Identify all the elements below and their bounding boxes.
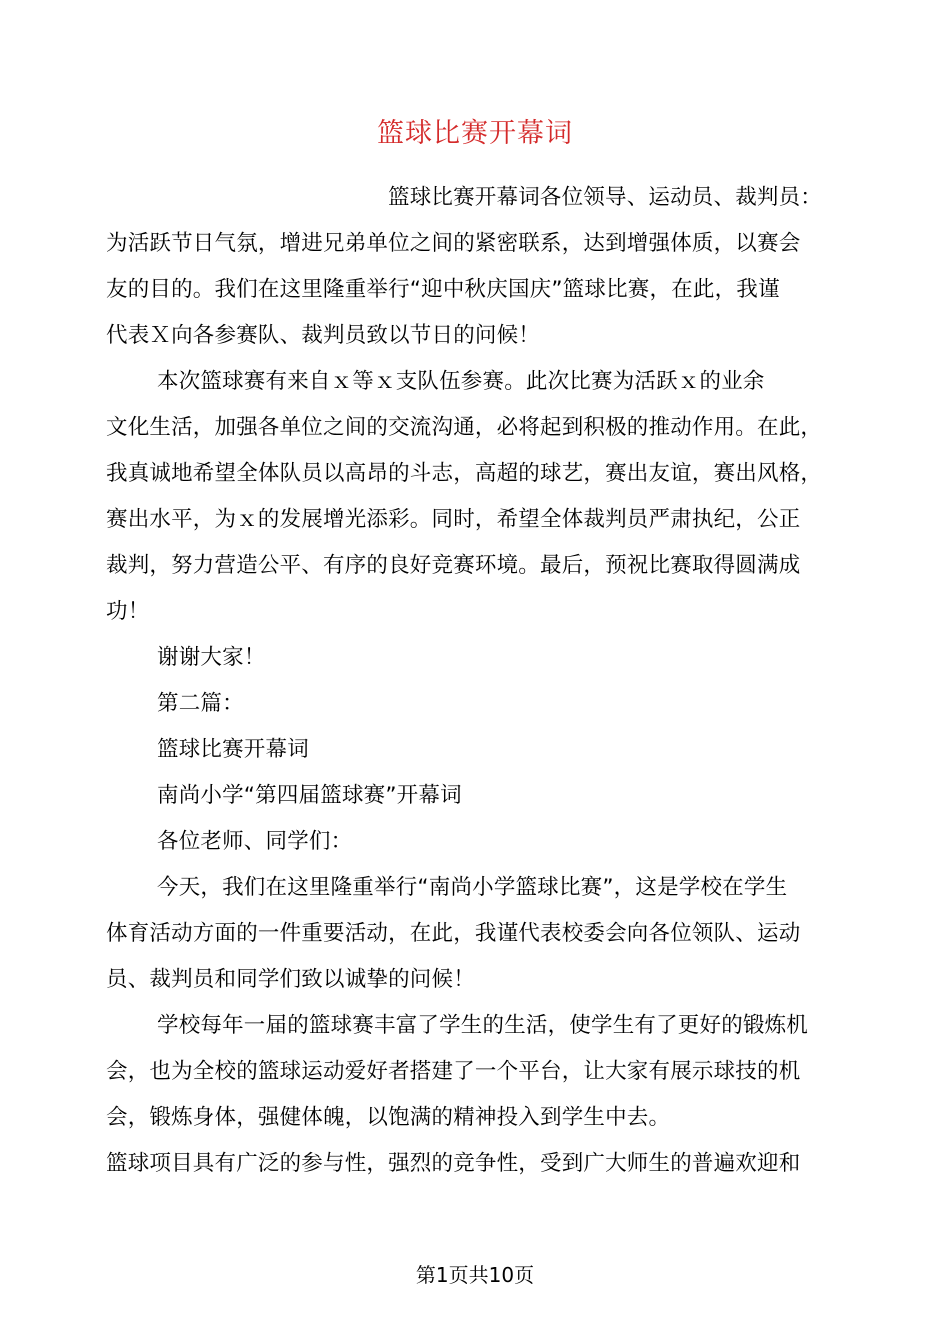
text-line: 学校每年一届的篮球赛丰富了学生的生活，使学生有了更好的锻炼机: [157, 1013, 809, 1038]
text-line: 谢谢大家！: [157, 645, 266, 670]
text-line: 今天，我们在这里隆重举行“南尚小学篮球比赛”，这是学校在学生: [157, 875, 788, 900]
text-line: 本次篮球赛有来自ｘ等ｘ支队伍参赛。此次比赛为活跃ｘ的业余: [157, 369, 765, 394]
page-footer: 第1页共10页: [415, 1263, 535, 1287]
text-line: 代表Ｘ向各参赛队、裁判员致以节日的问候！: [106, 323, 541, 348]
text-line: 员、裁判员和同学们致以诚挚的问候！: [106, 967, 475, 992]
text-line: 篮球比赛开幕词各位领导、运动员、裁判员：: [388, 185, 823, 210]
text-line: 第二篇：: [157, 691, 244, 716]
text-line: 会，也为全校的篮球运动爱好者搭建了一个平台，让大家有展示球技的机: [106, 1059, 801, 1084]
text-line: 裁判，努力营造公平、有序的良好竞赛环境。最后，预祝比赛取得圆满成: [106, 553, 801, 578]
text-line: 篮球比赛开幕词: [157, 737, 309, 762]
text-line: 会，锻炼身体，强健体魄，以饱满的精神投入到学生中去。: [106, 1105, 671, 1130]
text-line: 功！: [106, 599, 150, 624]
text-line: 各位老师、同学们：: [157, 829, 353, 854]
text-line: 体育活动方面的一件重要活动，在此，我谨代表校委会向各位领队、运动: [106, 921, 801, 946]
text-line: 友的目的。我们在这里隆重举行“迎中秋庆国庆”篮球比赛，在此，我谨: [106, 277, 780, 302]
text-line: 篮球项目具有广泛的参与性，强烈的竞争性，受到广大师生的普遍欢迎和: [106, 1151, 801, 1176]
text-line: 我真诚地希望全体队员以高昂的斗志，高超的球艺，赛出友谊，赛出风格，: [106, 461, 823, 486]
text-line: 南尚小学“第四届篮球赛”开幕词: [157, 783, 462, 808]
text-line: 文化生活，加强各单位之间的交流沟通，必将起到积极的推动作用。在此，: [106, 415, 823, 440]
text-line: 为活跃节日气氛，增进兄弟单位之间的紧密联系，达到增强体质，以赛会: [106, 231, 801, 256]
document-title: 篮球比赛开幕词: [377, 118, 573, 149]
text-line: 赛出水平，为ｘ的发展增光添彩。同时，希望全体裁判员严肃执纪，公正: [106, 507, 801, 532]
